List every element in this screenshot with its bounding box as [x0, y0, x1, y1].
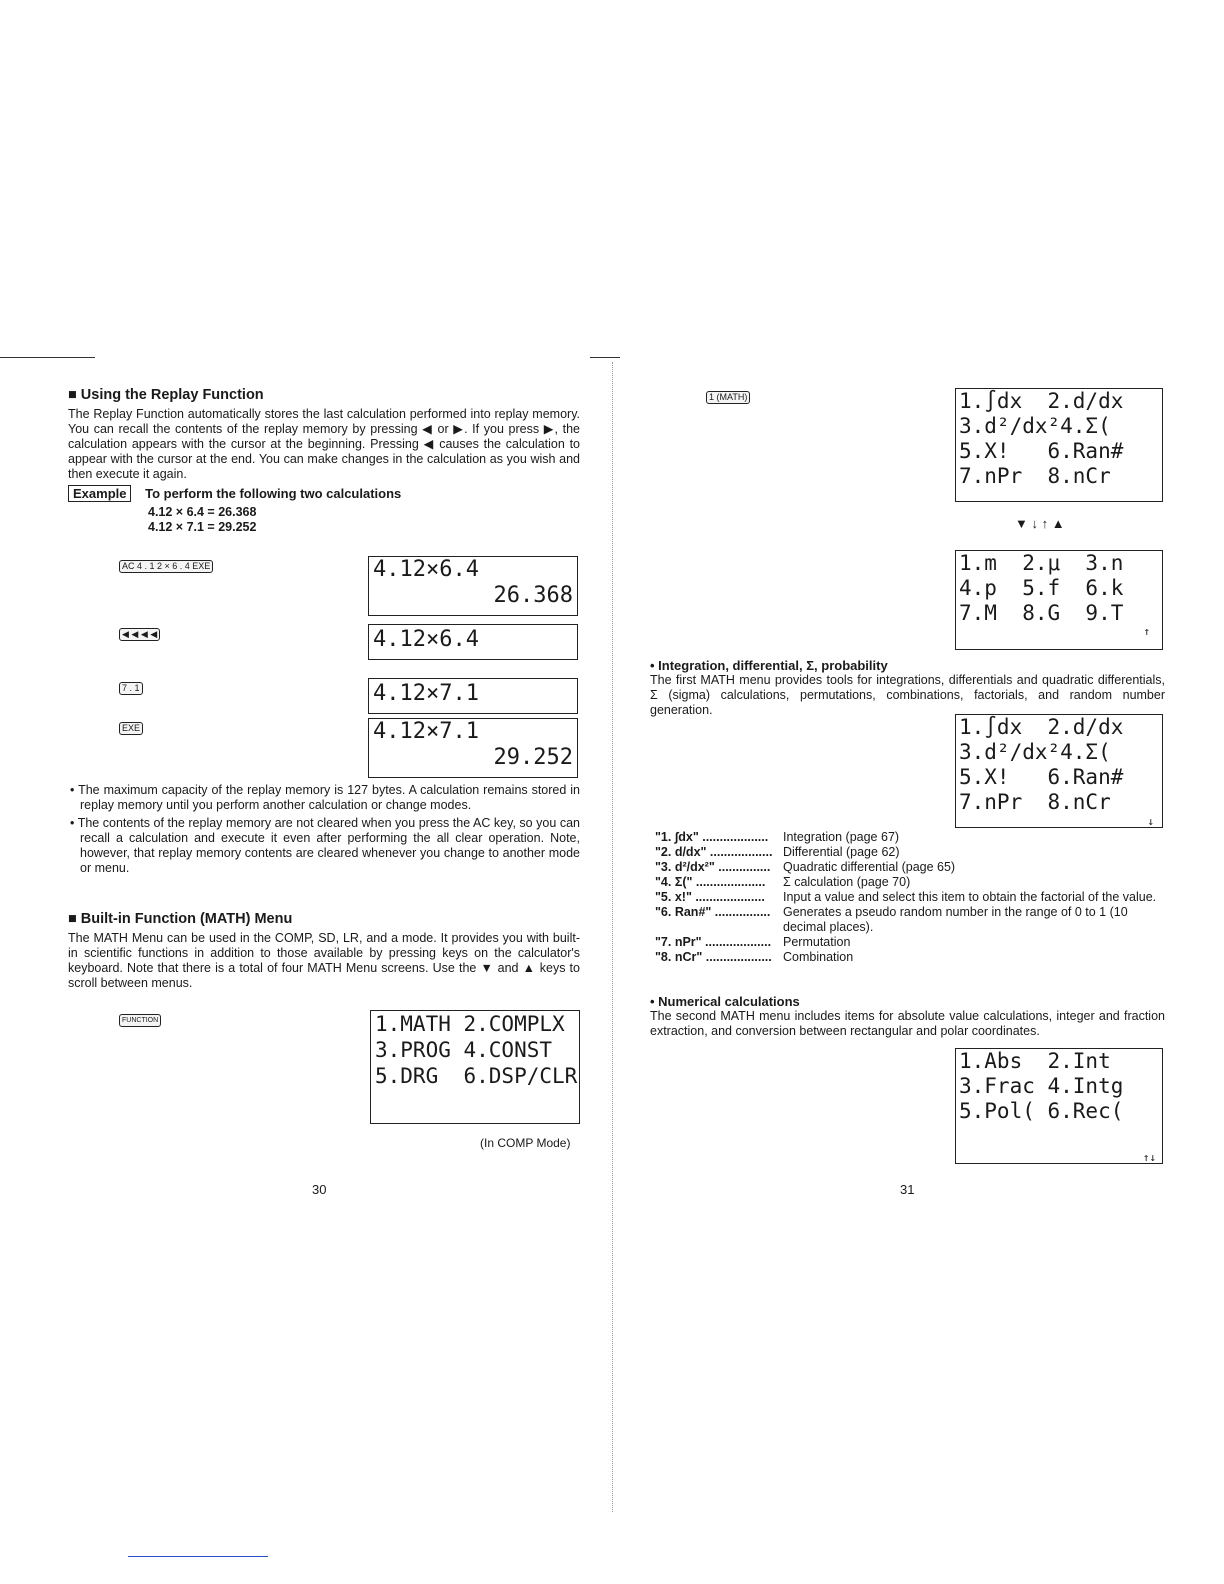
math-menu-heading: ■ Built-in Function (MATH) Menu	[68, 911, 293, 927]
def-row	[655, 830, 1165, 845]
def-row	[655, 860, 1165, 875]
def-value: Generates a pseudo random number in the range of 0 to 1 (10 decimal places).	[783, 905, 1128, 934]
def-key: "5. x!" ....................	[655, 890, 765, 904]
key-sequence-2: ◀ ◀ ◀ ◀	[119, 628, 160, 641]
left-page	[68, 388, 580, 535]
def-value: Combination	[783, 950, 854, 964]
replay-bullet-2: • The contents of the replay memory are not cleared when you press the AC key, so you can recall a calculation and execute it even after performing the all clear operation. Note, however, that replay memory contents are cleared whenever you change to another mode or menu.	[70, 816, 580, 875]
num-subheading: • Numerical calculations	[650, 994, 800, 1009]
bottom-link-underline	[128, 1556, 268, 1557]
lcd-step2-line1: 4.12×6.4	[373, 627, 479, 652]
lcd-math-menu-1b	[955, 714, 1163, 828]
def-key: "8. nCr" ...................	[655, 950, 772, 964]
def-value: Σ calculation (page 70)	[783, 875, 911, 889]
replay-paragraph: The Replay Function automatically stores the last calculation performed into replay memory. You can recall the contents of the replay memory by pressing ◀ or ▶. If you press ▶, the calculation appears with the cursor at the beginning. Pressing ◀ causes the calculation to appear with the cursor at the end. You can make changes in the calculation as you wish and then execute it again.	[68, 407, 580, 481]
scroll-note: ▼ ↓ ↑ ▲	[1015, 516, 1065, 531]
example-line	[68, 486, 580, 501]
def-value: Differential (page 62)	[783, 845, 900, 859]
function-key-wrap	[118, 1014, 162, 1027]
top-rule-left	[0, 357, 95, 358]
def-key: "1. ∫dx" ...................	[655, 830, 769, 844]
key-sequence-3: 7 . 1	[119, 682, 143, 695]
mode-note: (In COMP Mode)	[480, 1136, 571, 1150]
calc-2: 4.12 × 7.1 = 29.252	[148, 520, 257, 534]
def-key: "3. d²/dx²" ...............	[655, 860, 771, 874]
menu2-line1: 1.m 2.μ 3.n	[959, 551, 1124, 575]
page-number-left: 30	[312, 1182, 327, 1197]
step4-keys	[118, 722, 144, 735]
def-row	[655, 890, 1165, 905]
lcd-step1	[368, 556, 578, 616]
main-menu-line3: 5.DRG 6.DSP/CLR	[375, 1064, 578, 1088]
menu4-arrow: ↑↓	[1142, 1151, 1156, 1164]
def-value: Quadratic differential (page 65)	[783, 860, 956, 874]
main-menu-line1: 1.MATH 2.COMPLX	[375, 1012, 565, 1036]
replay-heading: ■ Using the Replay Function	[68, 387, 264, 403]
menu1-line3: 5.X! 6.Ran#	[959, 439, 1124, 463]
right-page-num	[650, 994, 1165, 1043]
def-value: Integration (page 67)	[783, 830, 900, 844]
lcd-step3-line1: 4.12×7.1	[373, 681, 479, 706]
step2-keys	[118, 628, 161, 641]
example-title: To perform the following two calculations	[145, 486, 402, 501]
int-paragraph: The first MATH menu provides tools for integrations, differentials and quadratic differentials, Σ (sigma) calculations, permutations, combinations, factorials, and random number generation.	[650, 673, 1165, 717]
lcd-math-menu-1	[955, 388, 1163, 502]
function-key: FUNCTION	[119, 1014, 161, 1027]
def-key: "7. nPr" ...................	[655, 935, 772, 949]
page-fold	[612, 362, 614, 1512]
int-subheading: • Integration, differential, Σ, probability	[650, 658, 888, 673]
replay-bullet-1: • The maximum capacity of the replay memory is 127 bytes. A calculation remains stored in replay memory until you perform another calculation or change modes.	[70, 783, 580, 812]
lcd-step1-line1: 4.12×6.4	[373, 557, 479, 582]
def-row	[655, 935, 1165, 950]
lcd-step3	[368, 678, 578, 714]
menu4-line3: 5.Pol( 6.Rec(	[959, 1099, 1124, 1123]
lcd-main-menu	[370, 1010, 580, 1124]
step1-keys	[118, 560, 214, 573]
step3-keys	[118, 682, 144, 695]
def-value: Permutation	[783, 935, 851, 949]
math-key-label	[705, 390, 751, 404]
math-key: 1 (MATH)	[706, 391, 750, 404]
def-key: "6. Ran#" ................	[655, 905, 771, 919]
key-sequence-1: AC 4 . 1 2 × 6 . 4 EXE	[119, 560, 213, 573]
menu3-line3: 5.X! 6.Ran#	[959, 765, 1124, 789]
def-row	[655, 905, 1165, 935]
left-page-bottom	[68, 783, 580, 995]
replay-bullet-2-text: The contents of the replay memory are not cleared when you press the AC key, so you can recall a calculation and execute it even after performing the all clear operation. Note, however, that replay memory contents are cleared whenever you change to another mode or menu.	[77, 816, 580, 875]
menu3-line2: 3.d²/dx²4.Σ(	[959, 740, 1111, 764]
key-sequence-4: EXE	[119, 722, 143, 735]
lcd-step4-line2: 29.252	[493, 745, 573, 770]
lcd-math-menu-2	[955, 1048, 1163, 1164]
def-key: "4. Σ(" ....................	[655, 875, 766, 889]
menu1-line4: 7.nPr 8.nCr	[959, 464, 1111, 488]
calc-1: 4.12 × 6.4 = 26.368	[148, 505, 257, 519]
menu2-line2: 4.p 5.f 6.k	[959, 576, 1124, 600]
replay-bullet-1-text: The maximum capacity of the replay memory is 127 bytes. A calculation remains stored in replay memory until you perform another calculation or change modes.	[78, 783, 580, 812]
math-menu-paragraph: The MATH Menu can be used in the COMP, SD, LR, and a mode. It provides you with built-in scientific functions in addition to those available by pressing keys on the calculator's keyboard. Note that there is a total of four MATH Menu screens. Use the ▼ and ▲ keys to scroll between menus.	[68, 931, 580, 990]
lcd-step4-line1: 4.12×7.1	[373, 719, 479, 744]
def-row	[655, 950, 1165, 965]
def-key: "2. d/dx" ..................	[655, 845, 773, 859]
lcd-prefix-menu	[955, 550, 1163, 650]
menu1-line1: 1.∫dx 2.d/dx	[959, 389, 1124, 413]
main-menu-line2: 3.PROG 4.CONST	[375, 1038, 553, 1062]
def-row	[655, 845, 1165, 860]
menu2-arrow: ↑	[1143, 625, 1150, 638]
num-paragraph: The second MATH menu includes items for absolute value calculations, integer and fraction extraction, and conversion between rectangular and polar coordinates.	[650, 1009, 1165, 1038]
menu3-arrow: ↓	[1147, 815, 1154, 828]
right-page-int	[650, 658, 1165, 722]
lcd-step1-line2: 26.368	[493, 583, 573, 608]
top-rule-mid	[590, 357, 620, 358]
lcd-step4	[368, 718, 578, 778]
example-label: Example	[68, 485, 131, 502]
menu1-line2: 3.d²/dx²4.Σ(	[959, 414, 1111, 438]
page-number-right: 31	[900, 1182, 915, 1197]
menu4-line2: 3.Frac 4.Intg	[959, 1074, 1124, 1098]
menu3-line1: 1.∫dx 2.d/dx	[959, 715, 1124, 739]
def-value: Input a value and select this item to obtain the factorial of the value.	[783, 890, 1157, 904]
def-row	[655, 875, 1165, 890]
lcd-step2	[368, 624, 578, 660]
definition-list	[655, 830, 1165, 965]
menu3-line4: 7.nPr 8.nCr	[959, 790, 1111, 814]
menu2-line3: 7.M 8.G 9.T	[959, 601, 1124, 625]
menu4-line1: 1.Abs 2.Int	[959, 1049, 1111, 1073]
